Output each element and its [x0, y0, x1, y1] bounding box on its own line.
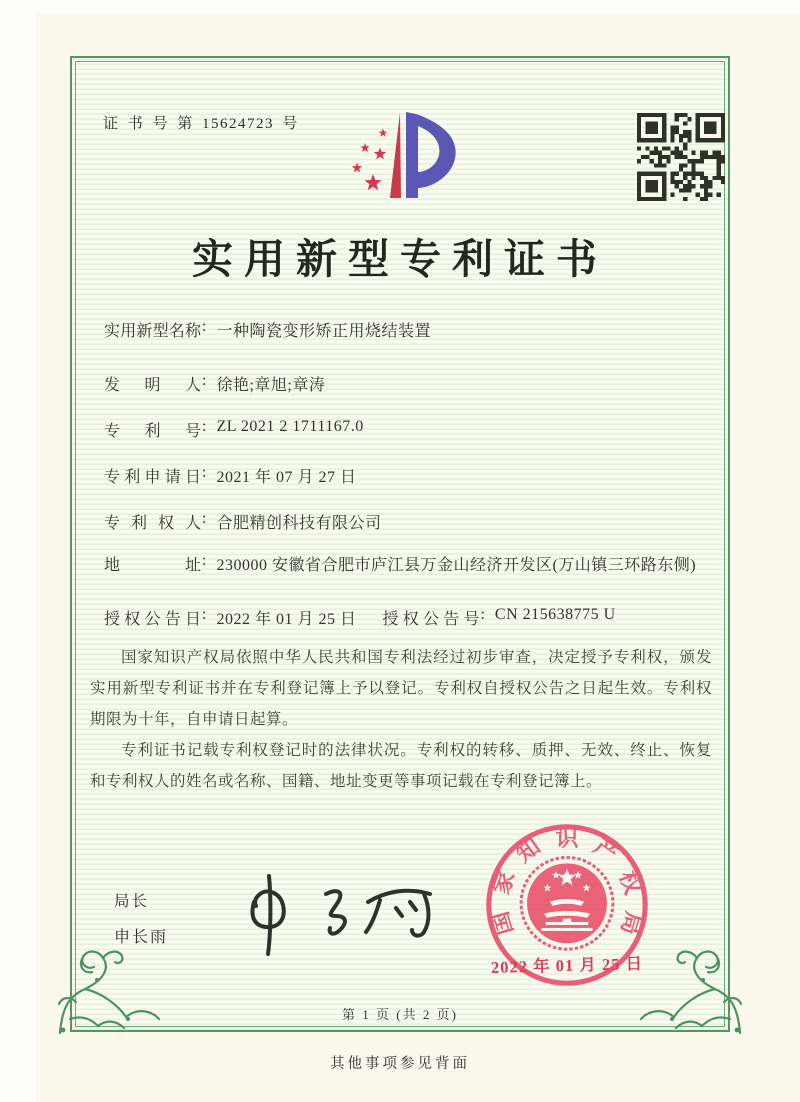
officer-name: 申长雨 — [114, 929, 169, 946]
field-colon: : — [202, 372, 207, 389]
legal-text-block — [90, 642, 712, 797]
scan-edge-top — [0, 0, 800, 14]
field-value-utility-model-name: 一种陶瓷变形矫正用烧结装置 — [216, 323, 431, 340]
logo-blue-p — [406, 112, 456, 198]
field-value-address: 230000 安徽省合肥市庐江县万金山经济开发区(万山镇三环路东侧) — [216, 557, 697, 574]
field-label: 地址 — [104, 557, 201, 574]
field-colon: : — [480, 606, 485, 623]
certificate-number: 证 书 号 第 15624723 号 — [103, 116, 299, 132]
field-colon: : — [202, 418, 207, 435]
logo-stars — [352, 128, 388, 190]
field-value-patentee: 合肥精创科技有限公司 — [216, 515, 382, 532]
legal-paragraph-2: 专利证书记载专利权登记时的法律状况。专利权的转移、质押、无效、终止、恢复和专利权人的姓名或名称、国籍、地址变更等事项记载在专利登记簿上。 — [90, 742, 712, 790]
officer-title: 局长 — [114, 893, 150, 910]
field-value-filing-date: 2021 年 07 月 27 日 — [216, 469, 357, 486]
back-side-note: 其他事项参见背面 — [330, 1056, 470, 1072]
field-row-inventors — [104, 372, 325, 395]
field-label: 实用新型名称 — [104, 323, 201, 340]
seal-agency-text: 国家知识产权局 — [487, 825, 647, 938]
field-colon: : — [202, 318, 207, 335]
qr-code — [637, 113, 725, 201]
field-colon: : — [202, 464, 207, 481]
page-number: 第 1 页 (共 2 页) — [342, 1007, 458, 1022]
field-row-name — [104, 318, 431, 341]
field-colon: : — [202, 606, 207, 623]
field-value-grant-number: CN 215638775 U — [494, 606, 616, 623]
field-value-inventors: 徐艳;章旭;章涛 — [216, 377, 326, 394]
field-label: 授权公告日 — [104, 611, 201, 628]
field-label: 专利权人 — [104, 515, 201, 532]
legal-paragraph-1: 国家知识产权局依照中华人民共和国专利法经过初步审查，决定授予专利权，颁发实用新型专利证书并在专利登记簿上予以登记。专利权自授权公告之日起生效。专利权期限为十年，自申请日起算。 — [90, 649, 712, 728]
certificate-title: 实用新型专利证书 — [192, 236, 608, 282]
field-label: 发明人 — [104, 377, 201, 394]
field-row-patentee — [104, 510, 381, 533]
field-label: 授权公告号 — [382, 611, 480, 628]
scan-edge-left — [0, 0, 36, 1102]
field-row-patent-number — [104, 418, 364, 441]
seal-date: 2022 年 01 月 25 日 — [490, 954, 644, 977]
field-colon: : — [202, 510, 207, 527]
field-label: 专利号 — [104, 423, 201, 440]
field-value-patent-number: ZL 2021 2 1711167.0 — [216, 418, 364, 435]
field-value-grant-date: 2022 年 01 月 25 日 — [216, 611, 357, 628]
field-colon: : — [202, 552, 207, 569]
signature-image — [238, 872, 438, 957]
cnipa-logo-icon — [330, 110, 490, 202]
logo-red-wedge — [390, 112, 401, 198]
field-row-filing-date — [104, 464, 356, 487]
field-row-grant-info — [104, 606, 616, 629]
field-label: 专利申请日 — [104, 469, 201, 486]
field-row-address — [104, 552, 696, 579]
